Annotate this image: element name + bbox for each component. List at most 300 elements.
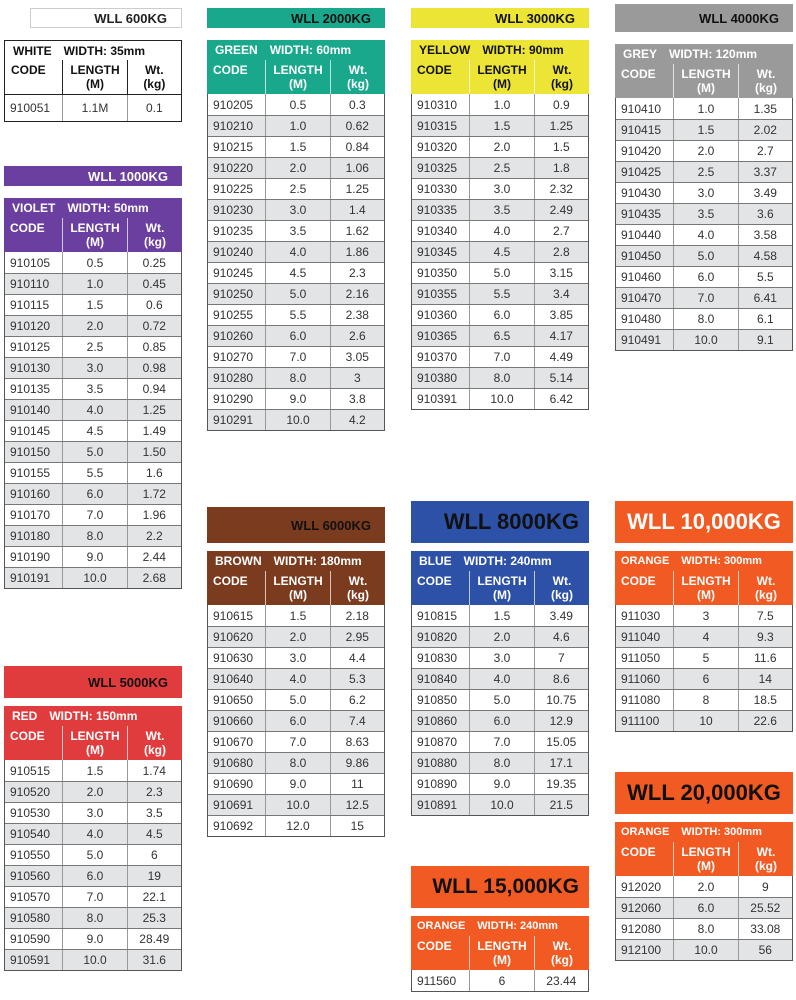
cell-weight: 11.6 xyxy=(738,648,792,668)
cell-length: 1.5 xyxy=(469,116,533,136)
cell-code: 910815 xyxy=(417,608,458,623)
column-header-code: CODE xyxy=(213,574,248,588)
cell-length: 7.0 xyxy=(265,347,329,367)
cell-code: 910290 xyxy=(213,392,254,406)
cell-length: 8.0 xyxy=(469,753,533,773)
table-red xyxy=(4,666,182,971)
cell-length: 10.0 xyxy=(62,568,126,588)
cell-weight: 3.8 xyxy=(330,389,384,409)
cell-code: 910115 xyxy=(10,298,50,312)
table-row xyxy=(208,283,384,304)
cell-weight: 25.52 xyxy=(738,898,792,918)
cell-weight: 3.85 xyxy=(534,305,588,325)
cell-weight: 28.49 xyxy=(127,929,181,949)
cell-length: 3.5 xyxy=(265,221,329,241)
cell-code: 910215 xyxy=(213,140,254,154)
color-width-header xyxy=(207,40,385,60)
wll-label: WLL 3000KG xyxy=(411,8,589,28)
cell-length: 2.0 xyxy=(265,627,329,647)
cell-length: 1.5 xyxy=(62,760,126,781)
table-row xyxy=(208,689,384,710)
cell-code: 910330 xyxy=(417,182,458,196)
cell-length: 3.0 xyxy=(469,179,533,199)
column-header-code: CODE xyxy=(621,574,656,588)
cell-length: 4 xyxy=(673,627,737,647)
cell-code: 910540 xyxy=(10,827,51,841)
cell-length: 1.5 xyxy=(673,120,737,140)
cell-weight: 2.02 xyxy=(738,120,792,140)
color-name: RED xyxy=(12,709,38,723)
wll-label: WLL 20,000KG xyxy=(615,772,793,814)
table-row xyxy=(412,794,588,815)
table-row xyxy=(208,647,384,668)
table-body xyxy=(411,94,589,410)
cell-code: 910270 xyxy=(213,350,254,364)
column-headers xyxy=(4,218,182,252)
cell-code: 910391 xyxy=(417,392,458,406)
cell-length: 3.0 xyxy=(62,803,126,823)
cell-length: 7.0 xyxy=(469,732,533,752)
table-row xyxy=(5,315,181,336)
cell-code: 910820 xyxy=(417,630,458,644)
table-row xyxy=(5,760,181,781)
table-row xyxy=(412,626,588,647)
cell-code: 910150 xyxy=(10,445,51,459)
cell-code: 910520 xyxy=(10,785,51,799)
table-row xyxy=(5,802,181,823)
cell-code: 912100 xyxy=(621,943,662,957)
width-label: WIDTH: 50mm xyxy=(67,201,149,215)
cell-weight: 0.45 xyxy=(127,274,181,294)
cell-weight: 2.18 xyxy=(330,605,384,626)
cell-code: 911030 xyxy=(621,608,661,623)
cell-weight: 3.49 xyxy=(738,183,792,203)
cell-code: 910415 xyxy=(621,123,662,137)
cell-length: 8.0 xyxy=(62,908,126,928)
cell-code: 910591 xyxy=(10,953,51,967)
column-header-code: CODE xyxy=(11,63,46,77)
column-header-code: CODE xyxy=(417,939,452,953)
cell-weight: 0.9 xyxy=(534,94,588,115)
width-label: WIDTH: 90mm xyxy=(482,43,564,57)
cell-length: 5.0 xyxy=(469,690,533,710)
cell-weight: 1.06 xyxy=(330,158,384,178)
cell-weight: 11 xyxy=(330,774,384,794)
color-name: ORANGE xyxy=(621,555,670,567)
cell-length: 5.0 xyxy=(673,246,737,266)
column-header-weight: Wt. (kg) xyxy=(127,60,181,94)
table-white xyxy=(4,8,182,122)
table-body xyxy=(207,94,385,431)
cell-length: 4.0 xyxy=(469,221,533,241)
cell-code: 910425 xyxy=(621,165,662,179)
table-row xyxy=(208,752,384,773)
cell-length: 2.0 xyxy=(469,137,533,157)
table-row xyxy=(616,605,792,626)
cell-length: 7.0 xyxy=(469,347,533,367)
cell-code: 910580 xyxy=(10,911,51,925)
cell-code: 910240 xyxy=(213,245,254,259)
cell-weight: 15.05 xyxy=(534,732,588,752)
wll-label: WLL 4000KG xyxy=(615,4,793,32)
cell-weight: 3.15 xyxy=(534,263,588,283)
table-body xyxy=(411,605,589,816)
table-row xyxy=(412,94,588,115)
cell-weight: 0.25 xyxy=(127,252,181,273)
table-row xyxy=(412,689,588,710)
color-name: GREY xyxy=(623,47,658,61)
cell-weight: 2.68 xyxy=(127,568,181,588)
cell-code: 911050 xyxy=(621,651,661,665)
cell-code: 910690 xyxy=(213,777,254,791)
table-row xyxy=(412,115,588,136)
cell-weight: 1.50 xyxy=(127,442,181,462)
table-body xyxy=(4,94,182,122)
table-orange-10000 xyxy=(615,501,793,732)
column-header-weight: Wt. (kg) xyxy=(738,64,793,98)
column-header-weight: Wt. (kg) xyxy=(127,218,182,252)
table-row xyxy=(5,844,181,865)
cell-weight: 0.98 xyxy=(127,358,181,378)
cell-length: 10.0 xyxy=(469,389,533,409)
column-headers xyxy=(615,842,793,876)
cell-code: 910220 xyxy=(213,161,254,175)
cell-weight: 5.5 xyxy=(738,267,792,287)
table-row xyxy=(208,731,384,752)
table-row xyxy=(208,157,384,178)
cell-length: 6.0 xyxy=(469,305,533,325)
table-yellow xyxy=(411,8,589,410)
table-row xyxy=(616,668,792,689)
column-header-code: CODE xyxy=(417,63,452,77)
cell-code: 910350 xyxy=(417,266,458,280)
cell-length: 8.0 xyxy=(265,368,329,388)
table-row xyxy=(208,668,384,689)
color-name: YELLOW xyxy=(419,43,471,57)
cell-code: 910840 xyxy=(417,672,458,686)
table-row xyxy=(208,241,384,262)
cell-length: 7.0 xyxy=(673,288,737,308)
table-row xyxy=(412,388,588,409)
table-row xyxy=(616,203,792,224)
cell-code: 910155 xyxy=(10,466,51,480)
cell-weight: 6.42 xyxy=(534,389,588,409)
cell-length: 9.0 xyxy=(469,774,533,794)
width-label: WIDTH: 300mm xyxy=(681,826,762,838)
table-row xyxy=(5,949,181,970)
table-row xyxy=(412,136,588,157)
cell-length: 1.0 xyxy=(265,116,329,136)
table-body xyxy=(615,876,793,961)
cell-code: 911560 xyxy=(417,973,457,988)
width-label: WIDTH: 60mm xyxy=(269,43,352,57)
cell-weight: 25.3 xyxy=(127,908,181,928)
cell-weight: 0.3 xyxy=(330,94,384,115)
column-header-code: CODE xyxy=(621,845,656,859)
cell-weight: 23.44 xyxy=(534,970,588,991)
color-width-header xyxy=(615,551,793,571)
table-row xyxy=(208,94,384,115)
table-row xyxy=(616,308,792,329)
table-row xyxy=(208,710,384,731)
cell-code: 910650 xyxy=(213,693,254,707)
table-row xyxy=(616,182,792,203)
cell-length: 4.0 xyxy=(265,242,329,262)
table-body xyxy=(411,970,589,992)
cell-length: 6.0 xyxy=(673,898,737,918)
cell-code: 910435 xyxy=(621,207,662,221)
cell-code: 910140 xyxy=(10,403,51,417)
cell-length: 6.0 xyxy=(673,267,737,287)
width-label: WIDTH: 150mm xyxy=(49,709,138,723)
cell-length: 6 xyxy=(673,669,737,689)
cell-weight: 5.3 xyxy=(330,669,384,689)
cell-weight: 4.4 xyxy=(330,648,384,668)
color-name: ORANGE xyxy=(417,920,466,932)
table-row xyxy=(5,420,181,441)
cell-length: 2.0 xyxy=(265,158,329,178)
table-grey xyxy=(615,4,793,351)
cell-code: 910880 xyxy=(417,756,458,770)
table-row xyxy=(616,876,792,897)
cell-weight: 7.5 xyxy=(738,605,792,626)
table-body xyxy=(615,605,793,732)
cell-code: 910560 xyxy=(10,869,51,883)
table-row xyxy=(5,567,181,588)
cell-code: 910410 xyxy=(621,101,662,116)
table-row xyxy=(412,605,588,626)
cell-weight: 1.96 xyxy=(127,505,181,525)
cell-weight: 2.2 xyxy=(127,526,181,546)
cell-length: 8.0 xyxy=(265,753,329,773)
cell-code: 910660 xyxy=(213,714,254,728)
table-row xyxy=(208,626,384,647)
table-brown xyxy=(207,507,385,837)
cell-code: 910515 xyxy=(10,763,51,778)
cell-length: 3.5 xyxy=(62,379,126,399)
cell-code: 910450 xyxy=(621,249,662,263)
cell-length: 3 xyxy=(673,605,737,626)
column-header-code: CODE xyxy=(621,67,656,81)
table-row xyxy=(208,346,384,367)
color-width-header xyxy=(4,40,182,60)
table-row xyxy=(616,119,792,140)
wll-label: WLL 8000KG xyxy=(411,501,589,543)
cell-weight: 4.6 xyxy=(534,627,588,647)
column-headers xyxy=(207,60,385,94)
cell-code: 910315 xyxy=(417,119,458,133)
cell-weight: 18.5 xyxy=(738,690,792,710)
cell-length: 3.0 xyxy=(673,183,737,203)
cell-weight: 3.4 xyxy=(534,284,588,304)
cell-code: 910630 xyxy=(213,651,254,665)
cell-weight: 56 xyxy=(738,940,792,960)
cell-code: 910491 xyxy=(621,333,662,347)
cell-length: 5.0 xyxy=(62,845,126,865)
cell-weight: 19.35 xyxy=(534,774,588,794)
table-row xyxy=(208,367,384,388)
cell-code: 910280 xyxy=(213,371,254,385)
cell-code: 911080 xyxy=(621,693,661,707)
table-row xyxy=(412,731,588,752)
table-row xyxy=(616,245,792,266)
column-headers xyxy=(207,571,385,605)
table-body xyxy=(4,252,182,589)
column-header-length: LENGTH (M) xyxy=(469,936,534,970)
cell-length: 2.0 xyxy=(62,316,126,336)
cell-code: 910370 xyxy=(417,350,458,364)
table-body xyxy=(207,605,385,837)
column-headers xyxy=(615,571,793,605)
cell-length: 6.0 xyxy=(62,484,126,504)
cell-weight: 33.08 xyxy=(738,919,792,939)
cell-weight: 9 xyxy=(738,876,792,897)
cell-weight: 1.35 xyxy=(738,98,792,119)
table-row xyxy=(5,504,181,525)
table-row xyxy=(616,266,792,287)
table-row xyxy=(208,178,384,199)
column-header-weight: Wt. (kg) xyxy=(330,571,385,605)
table-row xyxy=(412,647,588,668)
column-header-length: LENGTH (M) xyxy=(62,60,126,94)
wll-label: WLL 5000KG xyxy=(4,666,182,698)
table-orange-15000 xyxy=(411,866,589,992)
cell-weight: 1.72 xyxy=(127,484,181,504)
cell-weight: 3.49 xyxy=(534,605,588,626)
cell-code: 910691 xyxy=(213,798,254,812)
cell-length: 2.0 xyxy=(673,141,737,161)
cell-length: 12.0 xyxy=(265,816,329,836)
cell-code: 910615 xyxy=(213,608,254,623)
cell-weight: 1.5 xyxy=(534,137,588,157)
cell-code: 910205 xyxy=(213,97,254,112)
column-header-length: LENGTH (M) xyxy=(265,571,330,605)
cell-weight: 3.05 xyxy=(330,347,384,367)
cell-code: 910235 xyxy=(213,224,254,238)
color-width-header xyxy=(4,706,182,726)
cell-code: 910590 xyxy=(10,932,51,946)
cell-length: 1.5 xyxy=(265,137,329,157)
table-row xyxy=(5,865,181,886)
cell-weight: 2.7 xyxy=(738,141,792,161)
table-row xyxy=(412,773,588,794)
cell-length: 5.5 xyxy=(265,305,329,325)
cell-weight: 7 xyxy=(534,648,588,668)
cell-code: 910320 xyxy=(417,140,458,154)
cell-code: 910380 xyxy=(417,371,458,385)
table-row xyxy=(208,605,384,626)
cell-weight: 6.2 xyxy=(330,690,384,710)
table-row xyxy=(5,462,181,483)
table-row xyxy=(208,220,384,241)
cell-weight: 31.6 xyxy=(127,950,181,970)
cell-weight: 3.5 xyxy=(127,803,181,823)
table-row xyxy=(5,357,181,378)
table-row xyxy=(412,283,588,304)
column-header-length: LENGTH (M) xyxy=(469,571,534,605)
cell-code: 910145 xyxy=(10,424,51,438)
color-name: BROWN xyxy=(215,554,262,568)
table-row xyxy=(412,199,588,220)
cell-code: 910260 xyxy=(213,329,254,343)
cell-length: 3.5 xyxy=(673,204,737,224)
table-row xyxy=(208,388,384,409)
cell-code: 910680 xyxy=(213,756,254,770)
table-row xyxy=(5,378,181,399)
cell-weight: 4.58 xyxy=(738,246,792,266)
cell-weight: 8.6 xyxy=(534,669,588,689)
table-row xyxy=(412,304,588,325)
cell-weight: 6 xyxy=(127,845,181,865)
cell-length: 2.5 xyxy=(469,158,533,178)
cell-code: 910310 xyxy=(417,97,458,112)
cell-code: 910365 xyxy=(417,329,458,343)
cell-code: 910291 xyxy=(213,413,254,427)
cell-length: 4.0 xyxy=(673,225,737,245)
cell-weight: 2.7 xyxy=(534,221,588,241)
cell-weight: 4.5 xyxy=(127,824,181,844)
color-width-header xyxy=(4,198,182,218)
cell-code: 910160 xyxy=(10,487,51,501)
cell-weight: 0.85 xyxy=(127,337,181,357)
cell-length: 5.0 xyxy=(265,284,329,304)
cell-code: 910255 xyxy=(213,308,254,322)
table-row xyxy=(616,140,792,161)
table-row xyxy=(208,773,384,794)
cell-weight: 2.6 xyxy=(330,326,384,346)
cell-code: 910340 xyxy=(417,224,458,238)
cell-weight: 2.3 xyxy=(330,263,384,283)
cell-length: 3.5 xyxy=(469,200,533,220)
cell-length: 10.0 xyxy=(673,940,737,960)
table-row xyxy=(5,546,181,567)
cell-weight: 3.37 xyxy=(738,162,792,182)
cell-length: 3.0 xyxy=(265,200,329,220)
cell-length: 9.0 xyxy=(265,774,329,794)
cell-weight: 12.5 xyxy=(330,795,384,815)
cell-length: 5 xyxy=(673,648,737,668)
column-header-length: LENGTH (M) xyxy=(673,64,738,98)
width-label: WIDTH: 240mm xyxy=(463,554,552,568)
cell-weight: 21.5 xyxy=(534,795,588,815)
color-width-header xyxy=(411,916,589,936)
cell-weight: 6.1 xyxy=(738,309,792,329)
cell-length: 1.0 xyxy=(469,94,533,115)
table-violet xyxy=(4,166,182,589)
table-row xyxy=(208,794,384,815)
column-header-length: LENGTH (M) xyxy=(62,218,127,252)
column-header-code: CODE xyxy=(10,729,45,743)
table-row xyxy=(616,224,792,245)
width-label: WIDTH: 180mm xyxy=(273,554,362,568)
cell-length: 10.0 xyxy=(673,330,737,350)
cell-code: 910225 xyxy=(213,182,254,196)
table-row xyxy=(5,525,181,546)
table-orange-20000 xyxy=(615,772,793,961)
cell-weight: 4.49 xyxy=(534,347,588,367)
table-body xyxy=(615,98,793,351)
cell-weight: 14 xyxy=(738,669,792,689)
cell-code: 910440 xyxy=(621,228,662,242)
cell-code: 910460 xyxy=(621,270,662,284)
cell-code: 910120 xyxy=(10,319,51,333)
table-blue xyxy=(411,501,589,816)
cell-length: 7.0 xyxy=(62,505,126,525)
cell-code: 910890 xyxy=(417,777,458,791)
column-headers xyxy=(411,571,589,605)
cell-code: 910860 xyxy=(417,714,458,728)
cell-code: 911060 xyxy=(621,672,661,686)
